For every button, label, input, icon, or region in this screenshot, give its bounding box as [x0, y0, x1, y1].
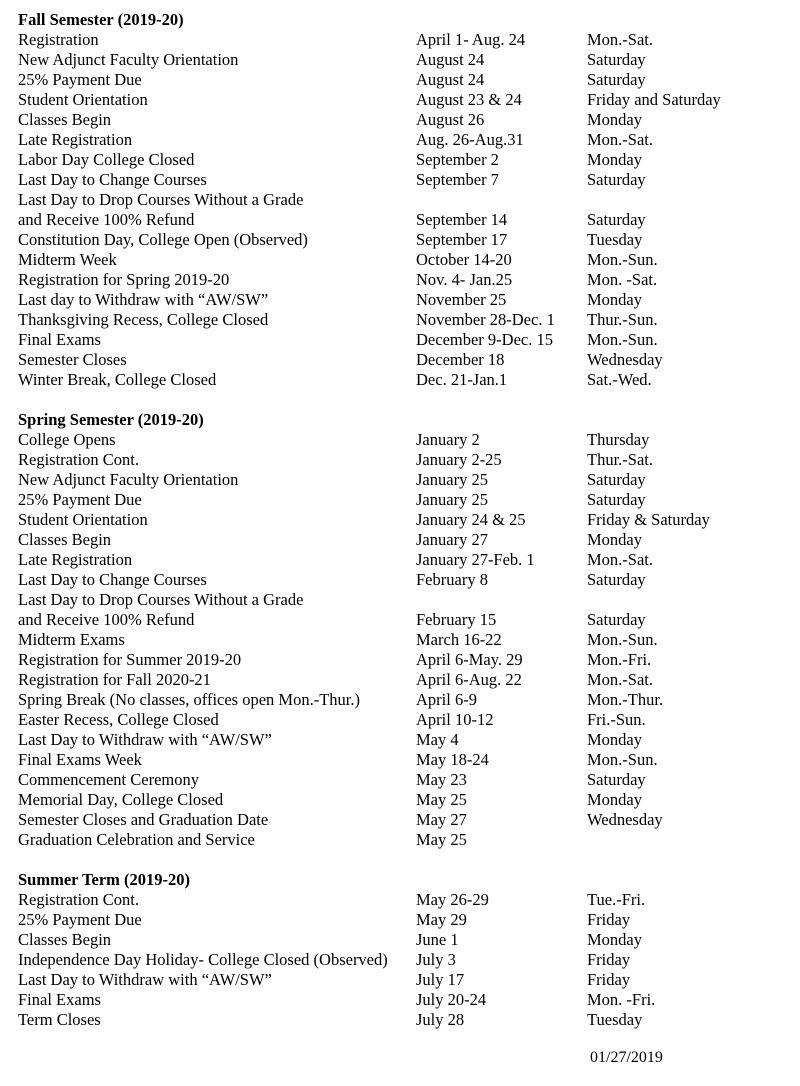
- event-day: Mon.-Sat.: [587, 130, 653, 149]
- calendar-row: [18, 490, 793, 510]
- event-label: Last day to Withdraw with “AW/SW”: [18, 290, 269, 309]
- calendar-row: [18, 130, 793, 150]
- event-day: Thur.-Sat.: [587, 450, 653, 469]
- calendar-row: [18, 470, 793, 490]
- event-day: Monday: [587, 110, 642, 129]
- calendar-row: [18, 810, 793, 830]
- event-day: Fri.-Sun.: [587, 710, 646, 729]
- event-label: Registration Cont.: [18, 890, 139, 909]
- event-day: Saturday: [587, 490, 646, 509]
- calendar-row: [18, 430, 793, 450]
- event-label: Last Day to Drop Courses Without a Grade: [18, 590, 304, 609]
- event-label: Final Exams: [18, 990, 101, 1009]
- event-label: Last Day to Withdraw with “AW/SW”: [18, 730, 272, 749]
- event-day: Friday: [587, 950, 631, 969]
- calendar-row: [18, 210, 793, 230]
- calendar-row: [18, 970, 793, 990]
- event-date: May 29: [416, 910, 467, 929]
- calendar-row: [18, 830, 793, 850]
- event-label: Registration for Spring 2019-20: [18, 270, 230, 289]
- event-date: January 24 & 25: [416, 510, 526, 529]
- event-day: Friday: [587, 970, 631, 989]
- event-day: Sat.-Wed.: [587, 370, 652, 389]
- event-date: September 14: [416, 210, 508, 229]
- event-label: Thanksgiving Recess, College Closed: [18, 310, 269, 329]
- event-label: Student Orientation: [18, 90, 148, 109]
- event-day: Saturday: [587, 70, 646, 89]
- event-day: Monday: [587, 930, 642, 949]
- event-date: May 4: [416, 730, 459, 749]
- event-label: Spring Break (No classes, offices open Mon.-Thur.): [18, 690, 360, 709]
- event-label: Midterm Exams: [18, 630, 125, 649]
- event-date: September 2: [416, 150, 499, 169]
- calendar-row: [18, 610, 793, 630]
- event-date: January 2-25: [416, 450, 502, 469]
- section-title: Fall Semester (2019-20): [18, 10, 184, 29]
- calendar-row: [18, 1010, 793, 1030]
- event-day: Monday: [587, 530, 642, 549]
- academic-calendar: [18, 10, 793, 1030]
- calendar-row: [18, 350, 793, 370]
- event-date: May 26-29: [416, 890, 489, 909]
- event-label: Late Registration: [18, 130, 133, 149]
- event-label: Classes Begin: [18, 930, 112, 949]
- section-title: Summer Term (2019-20): [18, 870, 191, 889]
- calendar-row: [18, 170, 793, 190]
- calendar-row: [18, 790, 793, 810]
- event-label: New Adjunct Faculty Orientation: [18, 470, 239, 489]
- event-label: Constitution Day, College Open (Observed): [18, 230, 308, 249]
- calendar-row: [18, 250, 793, 270]
- event-label: 25% Payment Due: [18, 490, 142, 509]
- event-day: Saturday: [587, 470, 646, 489]
- calendar-row: [18, 190, 793, 210]
- event-date: April 6-9: [416, 690, 477, 709]
- section-spacer: [18, 390, 793, 410]
- event-label: College Opens: [18, 430, 116, 449]
- event-day: Saturday: [587, 170, 646, 189]
- calendar-row: [18, 70, 793, 90]
- event-day: Mon.-Sun.: [587, 750, 658, 769]
- calendar-row: [18, 770, 793, 790]
- event-label: Graduation Celebration and Service: [18, 830, 255, 849]
- event-day: Thursday: [587, 430, 650, 449]
- event-date: July 20-24: [416, 990, 487, 1009]
- event-date: May 18-24: [416, 750, 489, 769]
- calendar-row: [18, 650, 793, 670]
- event-label: Late Registration: [18, 550, 133, 569]
- event-label: Final Exams Week: [18, 750, 142, 769]
- event-day: Tuesday: [587, 230, 643, 249]
- event-day: Mon.-Sun.: [587, 630, 658, 649]
- event-label: Registration for Summer 2019-20: [18, 650, 242, 669]
- calendar-row: [18, 730, 793, 750]
- event-label: Registration Cont.: [18, 450, 139, 469]
- event-day: Saturday: [587, 210, 646, 229]
- calendar-row: [18, 670, 793, 690]
- calendar-row: [18, 230, 793, 250]
- event-day: Mon.-Sun.: [587, 330, 658, 349]
- event-date: January 25: [416, 490, 488, 509]
- event-date: Nov. 4- Jan.25: [416, 270, 513, 289]
- calendar-row: [18, 930, 793, 950]
- calendar-row: [18, 630, 793, 650]
- event-date: April 6-Aug. 22: [416, 670, 522, 689]
- event-day: Mon.-Sat.: [587, 550, 653, 569]
- calendar-row: [18, 110, 793, 130]
- event-label: Winter Break, College Closed: [18, 370, 217, 389]
- event-label: Classes Begin: [18, 110, 112, 129]
- event-day: Saturday: [587, 50, 646, 69]
- event-label: Classes Begin: [18, 530, 112, 549]
- event-date: May 25: [416, 790, 467, 809]
- calendar-row: [18, 570, 793, 590]
- calendar-row: [18, 750, 793, 770]
- event-day: Tuesday: [587, 1010, 643, 1029]
- event-label: Registration for Fall 2020-21: [18, 670, 211, 689]
- event-date: December 9-Dec. 15: [416, 330, 553, 349]
- event-date: July 3: [416, 950, 456, 969]
- event-day: Friday & Saturday: [587, 510, 710, 529]
- event-label: Labor Day College Closed: [18, 150, 195, 169]
- calendar-row: [18, 950, 793, 970]
- event-label: Commencement Ceremony: [18, 770, 199, 789]
- event-date: November 25: [416, 290, 507, 309]
- calendar-row: [18, 50, 793, 70]
- event-date: May 25: [416, 830, 467, 849]
- event-day: Mon.-Fri.: [587, 650, 652, 669]
- event-date: April 10-12: [416, 710, 494, 729]
- calendar-section: [18, 410, 793, 850]
- event-day: Mon.-Thur.: [587, 690, 664, 709]
- calendar-row: [18, 450, 793, 470]
- event-date: February 8: [416, 570, 488, 589]
- event-day: Saturday: [587, 570, 646, 589]
- event-day: Monday: [587, 290, 642, 309]
- section-title: Spring Semester (2019-20): [18, 410, 204, 429]
- event-day: Wednesday: [587, 350, 663, 369]
- event-day: Tue.-Fri.: [587, 890, 646, 909]
- calendar-row: [18, 990, 793, 1010]
- event-day: Monday: [587, 790, 642, 809]
- event-label: Term Closes: [18, 1010, 101, 1029]
- event-date: September 17: [416, 230, 508, 249]
- event-label: Last Day to Change Courses: [18, 170, 207, 189]
- event-label: Final Exams: [18, 330, 101, 349]
- event-label: and Receive 100% Refund: [18, 210, 195, 229]
- section-spacer: [18, 850, 793, 870]
- event-date: Aug. 26-Aug.31: [416, 130, 524, 149]
- event-label: Easter Recess, College Closed: [18, 710, 219, 729]
- event-label: Student Orientation: [18, 510, 148, 529]
- event-label: Last Day to Withdraw with “AW/SW”: [18, 970, 272, 989]
- calendar-row: [18, 90, 793, 110]
- event-date: August 23 & 24: [416, 90, 522, 109]
- calendar-row: [18, 330, 793, 350]
- event-date: July 28: [416, 1010, 465, 1029]
- event-day: Mon. -Sat.: [587, 270, 658, 289]
- event-date: May 27: [416, 810, 467, 829]
- event-date: August 24: [416, 50, 485, 69]
- event-date: November 28-Dec. 1: [416, 310, 555, 329]
- event-label: Semester Closes: [18, 350, 127, 369]
- event-date: October 14-20: [416, 250, 512, 269]
- event-day: Thur.-Sun.: [587, 310, 658, 329]
- event-date: January 27-Feb. 1: [416, 550, 535, 569]
- document-date: 01/27/2019: [590, 1049, 663, 1066]
- event-day: Monday: [587, 150, 642, 169]
- event-day: Saturday: [587, 770, 646, 789]
- event-label: Last Day to Change Courses: [18, 570, 207, 589]
- event-label: 25% Payment Due: [18, 70, 142, 89]
- event-label: 25% Payment Due: [18, 910, 142, 929]
- event-day: Mon.-Sat.: [587, 30, 653, 49]
- event-date: January 27: [416, 530, 488, 549]
- calendar-row: [18, 370, 793, 390]
- calendar-row: [18, 550, 793, 570]
- calendar-row: [18, 290, 793, 310]
- calendar-row: [18, 30, 793, 50]
- event-date: April 6-May. 29: [416, 650, 523, 669]
- calendar-row: [18, 590, 793, 610]
- event-day: Saturday: [587, 610, 646, 629]
- event-day: Monday: [587, 730, 642, 749]
- event-day: Mon.-Sun.: [587, 250, 658, 269]
- event-date: February 15: [416, 610, 497, 629]
- event-label: Independence Day Holiday- College Closed (Observed): [18, 950, 388, 969]
- event-date: January 25: [416, 470, 488, 489]
- calendar-row: [18, 270, 793, 290]
- calendar-row: [18, 310, 793, 330]
- calendar-row: [18, 890, 793, 910]
- event-date: August 26: [416, 110, 485, 129]
- calendar-section: [18, 870, 793, 1030]
- event-day: Wednesday: [587, 810, 663, 829]
- event-date: December 18: [416, 350, 505, 369]
- event-date: January 2: [416, 430, 480, 449]
- event-date: June 1: [416, 930, 459, 949]
- event-label: Registration: [18, 30, 99, 49]
- event-day: Mon. -Fri.: [587, 990, 656, 1009]
- calendar-row: [18, 690, 793, 710]
- event-date: March 16-22: [416, 630, 502, 649]
- event-label: Semester Closes and Graduation Date: [18, 810, 269, 829]
- event-label: Midterm Week: [18, 250, 117, 269]
- calendar-row: [18, 910, 793, 930]
- event-day: Friday: [587, 910, 631, 929]
- event-day: Mon.-Sat.: [587, 670, 653, 689]
- event-date: July 17: [416, 970, 465, 989]
- event-date: September 7: [416, 170, 499, 189]
- event-date: April 1- Aug. 24: [416, 30, 526, 49]
- event-label: and Receive 100% Refund: [18, 610, 195, 629]
- event-label: New Adjunct Faculty Orientation: [18, 50, 239, 69]
- calendar-section: [18, 10, 793, 390]
- event-date: May 23: [416, 770, 467, 789]
- event-date: August 24: [416, 70, 485, 89]
- event-label: Memorial Day, College Closed: [18, 790, 224, 809]
- calendar-row: [18, 510, 793, 530]
- event-date: Dec. 21-Jan.1: [416, 370, 508, 389]
- calendar-row: [18, 530, 793, 550]
- calendar-row: [18, 150, 793, 170]
- event-day: Friday and Saturday: [587, 90, 721, 109]
- event-label: Last Day to Drop Courses Without a Grade: [18, 190, 304, 209]
- calendar-row: [18, 710, 793, 730]
